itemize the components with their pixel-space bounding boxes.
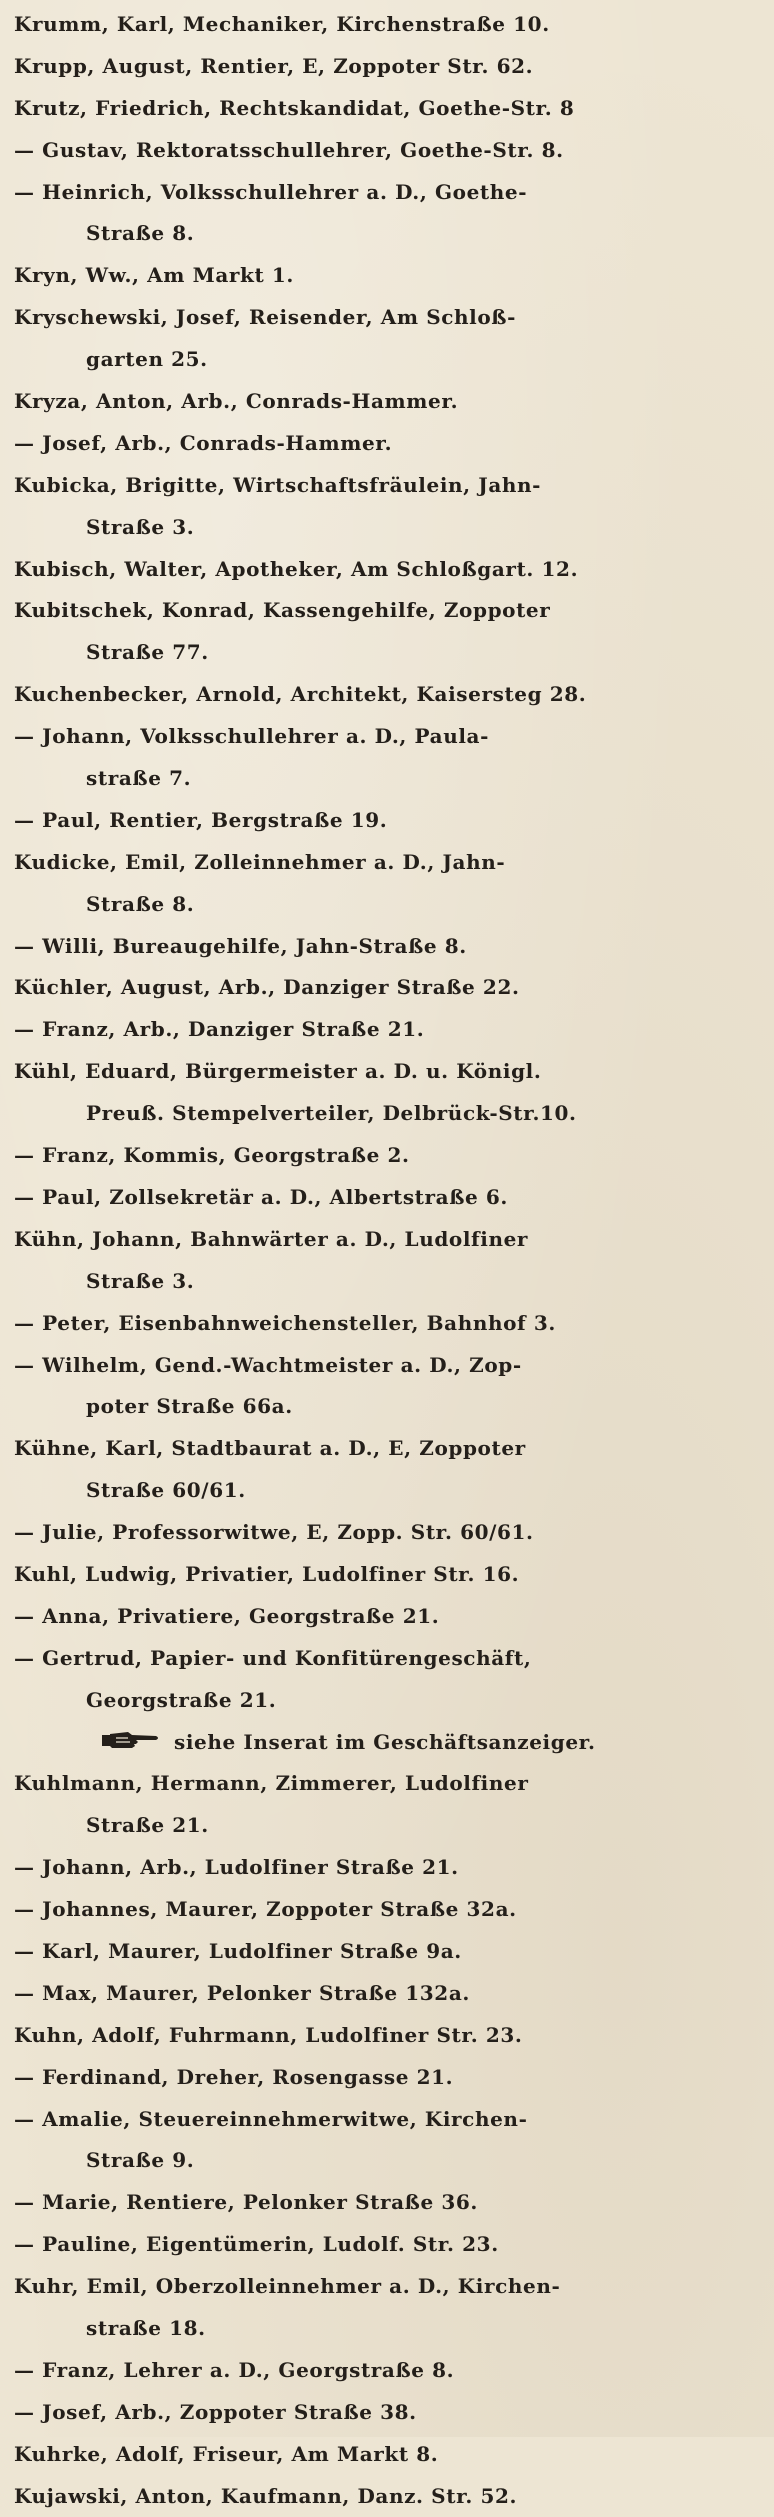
entry-text: — Wilhelm, Gend.-Wachtmeister a. D., Zop- (14, 1352, 522, 1377)
directory-entry (14, 842, 764, 926)
entry-text: Kudicke, Emil, Zolleinnehmer a. D., Jahn- (14, 849, 506, 874)
directory-entry (14, 926, 764, 968)
entry-text: — Josef, Arb., Zoppoter Straße 38. (14, 2399, 417, 2424)
entry-continuation-text: straße 7. (86, 766, 192, 791)
directory-entry (14, 1512, 764, 1554)
directory-entry (14, 1177, 764, 1219)
entry-continuation-text: garten 25. (86, 347, 208, 372)
directory-entry (14, 2015, 764, 2057)
entry-text: Kuhn, Adolf, Fuhrmann, Ludolfiner Str. 23. (14, 2022, 523, 2047)
entry-text: — Peter, Eisenbahnweichensteller, Bahnhof 3. (14, 1310, 556, 1335)
entry-text: — Paul, Zollsekretär a. D., Albertstraße 6. (14, 1184, 508, 1209)
directory-entry (14, 46, 764, 88)
entry-text: siehe Inserat im Geschäftsanzeiger. (174, 1729, 596, 1754)
directory-entry (14, 800, 764, 842)
entry-text: — Gustav, Rektoratsschullehrer, Goethe-Str. 8. (14, 137, 564, 162)
entry-text: — Franz, Kommis, Georgstraße 2. (14, 1143, 410, 1168)
directory-entry (14, 549, 764, 591)
entry-text: — Johann, Volksschullehrer a. D., Paula- (14, 724, 490, 749)
directory-entry (14, 1973, 764, 2015)
entry-continuation-text: Straße 77. (86, 640, 209, 665)
directory-entry (14, 2476, 764, 2517)
directory-entry (14, 1889, 764, 1931)
entry-text: Kubicka, Brigitte, Wirtschaftsfräulein, Jahn- (14, 472, 542, 497)
directory-entry (14, 465, 764, 549)
entry-text: Kuchenbecker, Arnold, Architekt, Kaisersteg 28. (14, 682, 587, 707)
directory-entry (14, 967, 764, 1009)
entry-text: Kujawski, Anton, Kaufmann, Danz. Str. 52. (14, 2483, 518, 2508)
entry-text: Kühn, Johann, Bahnwärter a. D., Ludolfiner (14, 1226, 529, 1251)
directory-entry (14, 2266, 764, 2350)
entry-continuation-text: Straße 21. (86, 1813, 209, 1838)
pointing-hand-icon (102, 1729, 160, 1751)
entry-text: Krupp, August, Rentier, E, Zoppoter Str. 62. (14, 53, 534, 78)
entry-continuation-text: straße 18. (86, 2315, 206, 2340)
entry-continuation-text: Straße 9. (86, 2148, 195, 2173)
directory-entry (14, 2182, 764, 2224)
directory-entry (14, 1051, 764, 1135)
entry-continuation-text: poter Straße 66a. (86, 1394, 293, 1419)
entry-text: Kuhl, Ludwig, Privatier, Ludolfiner Str. 16. (14, 1561, 520, 1586)
entry-text: — Paul, Rentier, Bergstraße 19. (14, 807, 388, 832)
directory-entry (14, 4, 764, 46)
directory-entry (14, 716, 764, 800)
entry-text: Kuhlmann, Hermann, Zimmerer, Ludolfiner (14, 1771, 529, 1796)
directory-entry (14, 1596, 764, 1638)
directory-entry (14, 2350, 764, 2392)
entry-continuation-text: Straße 8. (86, 221, 195, 246)
entry-continuation-text: Straße 3. (86, 514, 195, 539)
directory-entry (14, 1931, 764, 1973)
directory-entry (14, 1554, 764, 1596)
entry-text: Kubitschek, Konrad, Kassengehilfe, Zoppoter (14, 598, 551, 623)
entry-text: Kryn, Ww., Am Markt 1. (14, 263, 294, 288)
directory-entry (14, 1009, 764, 1051)
entry-text: — Max, Maurer, Pelonker Straße 132a. (14, 1980, 470, 2005)
directory-entry (14, 1135, 764, 1177)
directory-entry (14, 2057, 764, 2099)
entry-text: Kryza, Anton, Arb., Conrads-Hammer. (14, 389, 459, 414)
directory-entry (14, 1763, 764, 1847)
directory-entry (14, 1428, 764, 1512)
entry-text: — Marie, Rentiere, Pelonker Straße 36. (14, 2190, 478, 2215)
entry-text: Küchler, August, Arb., Danziger Straße 22. (14, 975, 520, 1000)
entry-text: — Karl, Maurer, Ludolfiner Straße 9a. (14, 1938, 462, 1963)
entry-continuation-text: Georgstraße 21. (86, 1687, 277, 1712)
entry-text: — Gertrud, Papier- und Konfitürengeschäft, (14, 1645, 532, 1670)
directory-entry (14, 255, 764, 297)
entry-text: Kühl, Eduard, Bürgermeister a. D. u. Königl. (14, 1059, 542, 1084)
entry-text: — Anna, Privatiere, Georgstraße 21. (14, 1603, 440, 1628)
entry-continuation-text: Preuß. Stempelverteiler, Delbrück-Str.10. (86, 1101, 577, 1126)
entry-text: — Franz, Arb., Danziger Straße 21. (14, 1017, 425, 1042)
directory-entry (14, 2224, 764, 2266)
directory-entry (14, 1638, 764, 1722)
directory-entry (14, 2434, 764, 2476)
directory-entry (14, 423, 764, 465)
entry-text: — Franz, Lehrer a. D., Georgstraße 8. (14, 2357, 455, 2382)
entry-text: Kuhrke, Adolf, Friseur, Am Markt 8. (14, 2441, 439, 2466)
directory-entry (14, 1303, 764, 1345)
directory-entry (14, 1219, 764, 1303)
entry-text: Kuhr, Emil, Oberzolleinnehmer a. D., Kirchen- (14, 2274, 561, 2299)
entry-text: — Julie, Professorwitwe, E, Zopp. Str. 60/61. (14, 1520, 534, 1545)
entry-continuation-text: Straße 3. (86, 1268, 195, 1293)
directory-entry (14, 381, 764, 423)
entry-text: — Amalie, Steuereinnehmerwitwe, Kirchen- (14, 2106, 528, 2131)
entry-text: Kryschewski, Josef, Reisender, Am Schloß- (14, 305, 517, 330)
entry-text: Kubisch, Walter, Apotheker, Am Schloßgart. 12. (14, 556, 579, 581)
directory-entries (14, 4, 764, 2517)
directory-entry (14, 590, 764, 674)
entry-text: — Heinrich, Volksschullehrer a. D., Goethe- (14, 179, 528, 204)
directory-entry (14, 1722, 764, 1764)
entry-text: — Pauline, Eigentümerin, Ludolf. Str. 23. (14, 2232, 499, 2257)
directory-entry (14, 2099, 764, 2183)
entry-text: — Ferdinand, Dreher, Rosengasse 21. (14, 2064, 454, 2089)
directory-entry (14, 1847, 764, 1889)
entry-text: — Willi, Bureaugehilfe, Jahn-Straße 8. (14, 933, 467, 958)
directory-entry (14, 674, 764, 716)
directory-entry (14, 172, 764, 256)
directory-entry (14, 1345, 764, 1429)
entry-text: Krutz, Friedrich, Rechtskandidat, Goethe-Str. 8 (14, 95, 575, 120)
directory-entry (14, 88, 764, 130)
directory-entry (14, 297, 764, 381)
entry-continuation-text: Straße 8. (86, 891, 195, 916)
entry-text: — Josef, Arb., Conrads-Hammer. (14, 430, 393, 455)
entry-text: — Johann, Arb., Ludolfiner Straße 21. (14, 1855, 459, 1880)
entry-continuation-text: Straße 60/61. (86, 1478, 246, 1503)
entry-text: — Johannes, Maurer, Zoppoter Straße 32a. (14, 1897, 517, 1922)
directory-entry (14, 2392, 764, 2434)
entry-text: Kühne, Karl, Stadtbaurat a. D., E, Zoppoter (14, 1436, 526, 1461)
entry-text: Krumm, Karl, Mechaniker, Kirchenstraße 10. (14, 12, 550, 36)
directory-entry (14, 130, 764, 172)
